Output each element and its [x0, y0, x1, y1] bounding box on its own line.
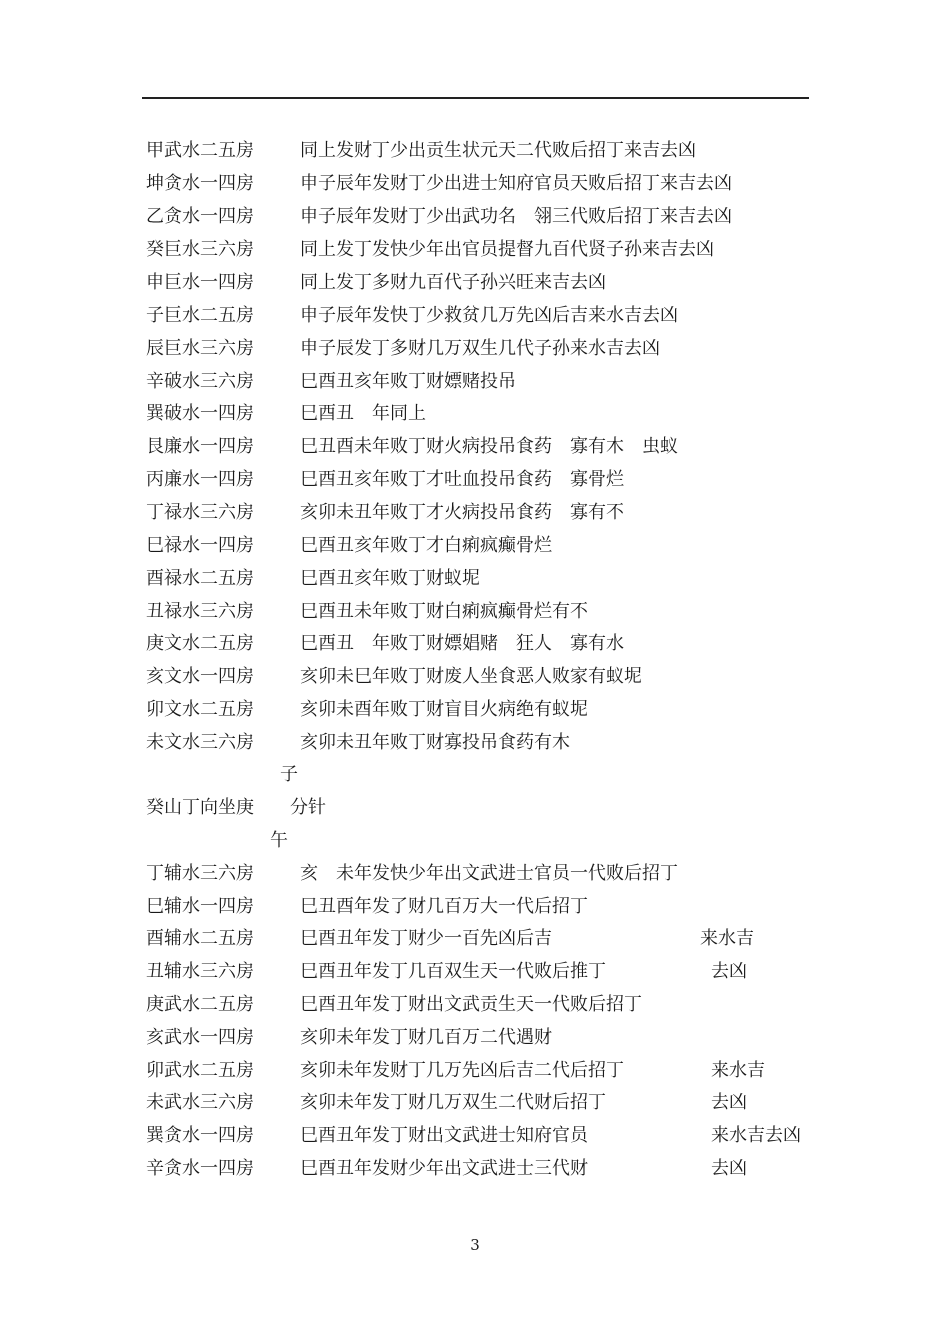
top-rule [142, 97, 809, 99]
entry-text: 申子辰年发财丁少出武功名 翎三代败后招丁来吉去凶 [300, 206, 732, 227]
entry-note: 去凶 [711, 1092, 747, 1113]
entry-text: 巳酉丑 年败丁财嫖娼赌 狂人 寡有水 [300, 633, 624, 654]
heading-lower-char: 午 [270, 830, 288, 851]
entry-label: 庚文水二五房 [146, 633, 254, 654]
entry-text: 巳酉丑未年败丁财白痢疯癫骨烂有不 [300, 601, 588, 622]
entry-label: 巽破水一四房 [146, 403, 254, 424]
entry-text: 巳丑酉年发了财几百万大一代后招丁 [300, 896, 588, 917]
entry-text: 亥卯未年发丁财几百万二代遇财 [300, 1027, 552, 1048]
entry-text: 巳酉丑亥年败丁才白痢疯癫骨烂 [300, 535, 552, 556]
entry-label: 丁禄水三六房 [146, 502, 254, 523]
entry-text: 巳酉丑亥年败丁财蚁坭 [300, 568, 480, 589]
entry-label: 丑禄水三六房 [146, 601, 254, 622]
entry-text: 巳酉丑年发丁财出文武贡生天一代败后招丁 [300, 994, 642, 1015]
entry-label: 辛贪水一四房 [146, 1158, 254, 1179]
entry-text: 申子辰发丁多财几万双生几代子孙来水吉去凶 [300, 338, 660, 359]
entry-label: 丙廉水一四房 [146, 469, 254, 490]
entry-label: 酉辅水二五房 [146, 928, 254, 949]
entry-text: 亥卯未丑年败丁财寡投吊食药有木 [300, 732, 570, 753]
entry-label: 丑辅水三六房 [146, 961, 254, 982]
entry-text: 亥卯未丑年败丁才火病投吊食药 寡有不 [300, 502, 624, 523]
entry-note: 去凶 [711, 961, 747, 982]
entry-label: 亥文水一四房 [146, 666, 254, 687]
entry-text: 同上发丁多财九百代子孙兴旺来吉去凶 [300, 272, 606, 293]
heading-title: 癸山丁向坐庚 [146, 797, 254, 818]
entry-label: 卯文水二五房 [146, 699, 254, 720]
entry-text: 巳酉丑亥年败丁才吐血投吊食药 寡骨烂 [300, 469, 624, 490]
entry-label: 卯武水二五房 [146, 1060, 254, 1081]
entry-note: 来水吉 [700, 928, 754, 949]
heading-upper-char: 子 [280, 764, 298, 785]
entry-text: 亥卯未酉年败丁财盲目火病绝有蚁坭 [300, 699, 588, 720]
entry-label: 丁辅水三六房 [146, 863, 254, 884]
entry-text: 同上发丁发快少年出官员提督九百代贤子孙来吉去凶 [300, 239, 714, 260]
entry-text: 巳酉丑年发财少年出文武进士三代财 [300, 1158, 588, 1179]
entry-text: 巳丑酉未年败丁财火病投吊食药 寡有木 虫蚁 [300, 436, 678, 457]
entry-label: 坤贪水一四房 [146, 173, 254, 194]
entry-label: 巳禄水一四房 [146, 535, 254, 556]
entry-text: 亥卯未年发财丁几万先凶后吉二代后招丁 [300, 1060, 624, 1081]
entry-label: 艮廉水一四房 [146, 436, 254, 457]
entry-text: 申子辰年发财丁少出进士知府官员天败后招丁来吉去凶 [300, 173, 732, 194]
entry-label: 未武水三六房 [146, 1092, 254, 1113]
entry-text: 巳酉丑年发丁财出文武进士知府官员 [300, 1125, 588, 1146]
entry-text: 亥 未年发快少年出文武进士官员一代败后招丁 [300, 863, 678, 884]
entry-label: 亥武水一四房 [146, 1027, 254, 1048]
entry-label: 辰巨水三六房 [146, 338, 254, 359]
entry-label: 巳辅水一四房 [146, 896, 254, 917]
entry-label: 庚武水二五房 [146, 994, 254, 1015]
entry-label: 辛破水三六房 [146, 371, 254, 392]
page-number: 3 [470, 1236, 480, 1254]
entry-label: 乙贪水一四房 [146, 206, 254, 227]
entry-note: 来水吉去凶 [711, 1125, 801, 1146]
entry-text: 巳酉丑 年同上 [300, 403, 426, 424]
entry-text: 同上发财丁少出贡生状元天二代败后招丁来吉去凶 [300, 140, 696, 161]
entry-text: 亥卯未年发丁财几万双生二代财后招丁 [300, 1092, 606, 1113]
entry-label: 酉禄水二五房 [146, 568, 254, 589]
entry-note: 去凶 [711, 1158, 747, 1179]
entry-label: 未文水三六房 [146, 732, 254, 753]
entry-text: 巳酉丑亥年败丁财嫖赌投吊 [300, 371, 516, 392]
heading-needle: 分针 [290, 797, 326, 818]
entry-text: 巳酉丑年发丁几百双生天一代败后推丁 [300, 961, 606, 982]
entry-note: 来水吉 [711, 1060, 765, 1081]
entry-label: 子巨水二五房 [146, 305, 254, 326]
entry-label: 甲武水二五房 [146, 140, 254, 161]
entry-text: 巳酉丑年发丁财少一百先凶后吉 [300, 928, 552, 949]
entry-label: 癸巨水三六房 [146, 239, 254, 260]
entry-label: 巽贪水一四房 [146, 1125, 254, 1146]
entry-text: 亥卯未巳年败丁财废人坐食恶人败家有蚁坭 [300, 666, 642, 687]
entry-label: 申巨水一四房 [146, 272, 254, 293]
entry-text: 申子辰年发快丁少救贫几万先凶后吉来水吉去凶 [300, 305, 678, 326]
